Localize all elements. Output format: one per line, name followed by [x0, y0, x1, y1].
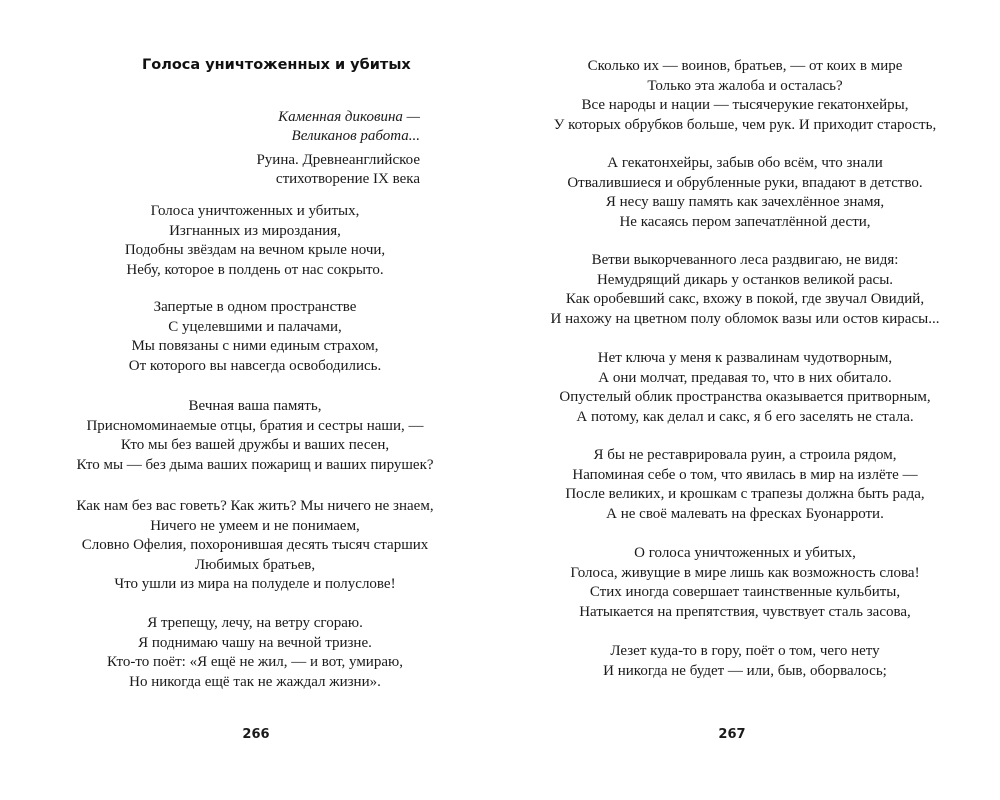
verse-line: А потому, как делал и сакс, я б его заселять не стала.	[576, 408, 914, 425]
verse-line: Я поднимаю чашу на вечной тризне.	[138, 634, 372, 651]
verse-line: Кто-то поёт: «Я ещё не жил, — и вот, умираю,	[107, 654, 403, 671]
stanza	[500, 446, 990, 524]
verse-line: Сколько их — воинов, братьев, — от коих в мире	[587, 58, 903, 74]
stanza	[0, 298, 510, 376]
poem-title: Голоса уничтоженных и убитых	[142, 57, 411, 73]
verse-line: Кто мы без вашей дружбы и ваших песен,	[120, 437, 390, 454]
verse-line: Но никогда ещё так не жаждал жизни».	[129, 673, 381, 690]
verse-line: Подобны звёздам на вечном крыле ночи,	[124, 242, 386, 259]
stanza	[500, 57, 990, 135]
verse-line: Вечная ваша память,	[188, 398, 322, 414]
verse-line: Отвалившиеся и обрубленные руки, впадают в детство.	[567, 174, 923, 191]
verse-line: После великих, и крошкам с трапезы должна быть рада,	[565, 486, 925, 503]
stanza	[0, 202, 510, 280]
verse-line: Натыкается на препятствия, чувствует сталь засова,	[579, 603, 911, 620]
epigraph-source-line: Руина. Древнеанглийское	[256, 152, 420, 168]
verse-line: От которого вы навсегда освободились.	[128, 357, 382, 374]
stanza	[0, 397, 510, 475]
verse-line: Присномоминаемые отцы, братия и сестры наши, —	[86, 417, 424, 434]
stanza	[500, 349, 990, 427]
verse-line: Любимых братьев,	[194, 556, 316, 573]
verse-line: Напоминая себе о том, что явилась в мир на излёте —	[572, 466, 918, 483]
verse-line: Голоса, живущие в мире лишь как возможность слова!	[570, 564, 920, 581]
stanza	[500, 154, 990, 232]
epigraph-source-line: стихотворение IX века	[275, 171, 420, 187]
epigraph	[256, 108, 420, 189]
verse-line: У которых обрубков больше, чем рук. И приходит старость,	[553, 116, 937, 133]
verse-line: Как нам без вас говеть? Как жить? Мы ничего не знаем,	[76, 498, 434, 514]
verse-line: Голоса уничтоженных и убитых,	[150, 203, 360, 219]
right-page	[500, 0, 1000, 800]
verse-line: Запертые в одном пространстве	[153, 299, 357, 315]
verse-line: Словно Офелия, похоронившая десять тысяч старших	[81, 537, 429, 554]
verse-line: А не своё малевать на фресках Буонарроти.	[606, 505, 884, 522]
stanza	[500, 251, 990, 329]
page-number: 267	[718, 727, 746, 742]
verse-line: Я несу вашу память как зачехлённое знамя,	[605, 194, 885, 211]
verse-line: Кто мы — без дыма ваших пожарищ и ваших пирушек?	[76, 456, 434, 473]
verse-line: А они молчат, предавая то, что в них обитало.	[598, 369, 892, 386]
stanza	[0, 614, 510, 692]
verse-line: Ничего не умеем и не понимаем,	[150, 517, 360, 534]
verse-line: Лезет куда-то в гору, поёт о том, чего нету	[610, 643, 880, 659]
verse-line: Небу, которое в полдень от нас сокрыто.	[126, 261, 384, 278]
verse-line: С уцелевшими и палачами,	[168, 318, 342, 335]
verse-line: Ветви выкорчеванного леса раздвигаю, не видя:	[591, 252, 899, 268]
stanza	[500, 642, 990, 681]
verse-line: Стих иногда совершает таинственные кульбиты,	[589, 584, 901, 601]
verse-line: И нахожу на цветном полу обломок вазы или остов кирасы...	[550, 310, 940, 327]
verse-line: Изгнанных из мироздания,	[169, 222, 341, 239]
verse-line: О голоса уничтоженных и убитых,	[634, 545, 856, 561]
stanza	[500, 544, 990, 622]
epigraph-quote-line: Великанов работа...	[291, 128, 420, 144]
verse-line: Как оробевший сакс, вхожу в покой, где звучал Овидий,	[565, 291, 925, 308]
verse-line: А гекатонхейры, забыв обо всём, что знали	[607, 155, 883, 171]
verse-line: Я трепещу, лечу, на ветру сгораю.	[147, 615, 363, 631]
stanza	[0, 497, 510, 595]
epigraph-quote-line: Каменная диковина —	[278, 109, 420, 125]
verse-line: Мы повязаны с ними единым страхом,	[131, 338, 379, 355]
verse-line: Я бы не реставрировала руин, а строила рядом,	[593, 447, 897, 463]
verse-line: И никогда не будет — или, быв, оборвалось;	[603, 662, 887, 679]
verse-line: Опустелый облик пространства оказывается притворным,	[559, 389, 931, 406]
verse-line: Что ушли из мира на полуделе и полуслове!	[114, 576, 396, 593]
verse-line: Все народы и нации — тысячерукие гекатонхейры,	[581, 97, 909, 114]
verse-line: Не касаясь пером запечатлённой дести,	[619, 213, 871, 230]
verse-line: Только эта жалоба и осталась?	[647, 77, 843, 94]
verse-line: Немудрящий дикарь у останков великой расы.	[596, 271, 894, 288]
page-number: 266	[242, 727, 270, 742]
verse-line: Нет ключа у меня к развалинам чудотворным,	[597, 350, 893, 366]
